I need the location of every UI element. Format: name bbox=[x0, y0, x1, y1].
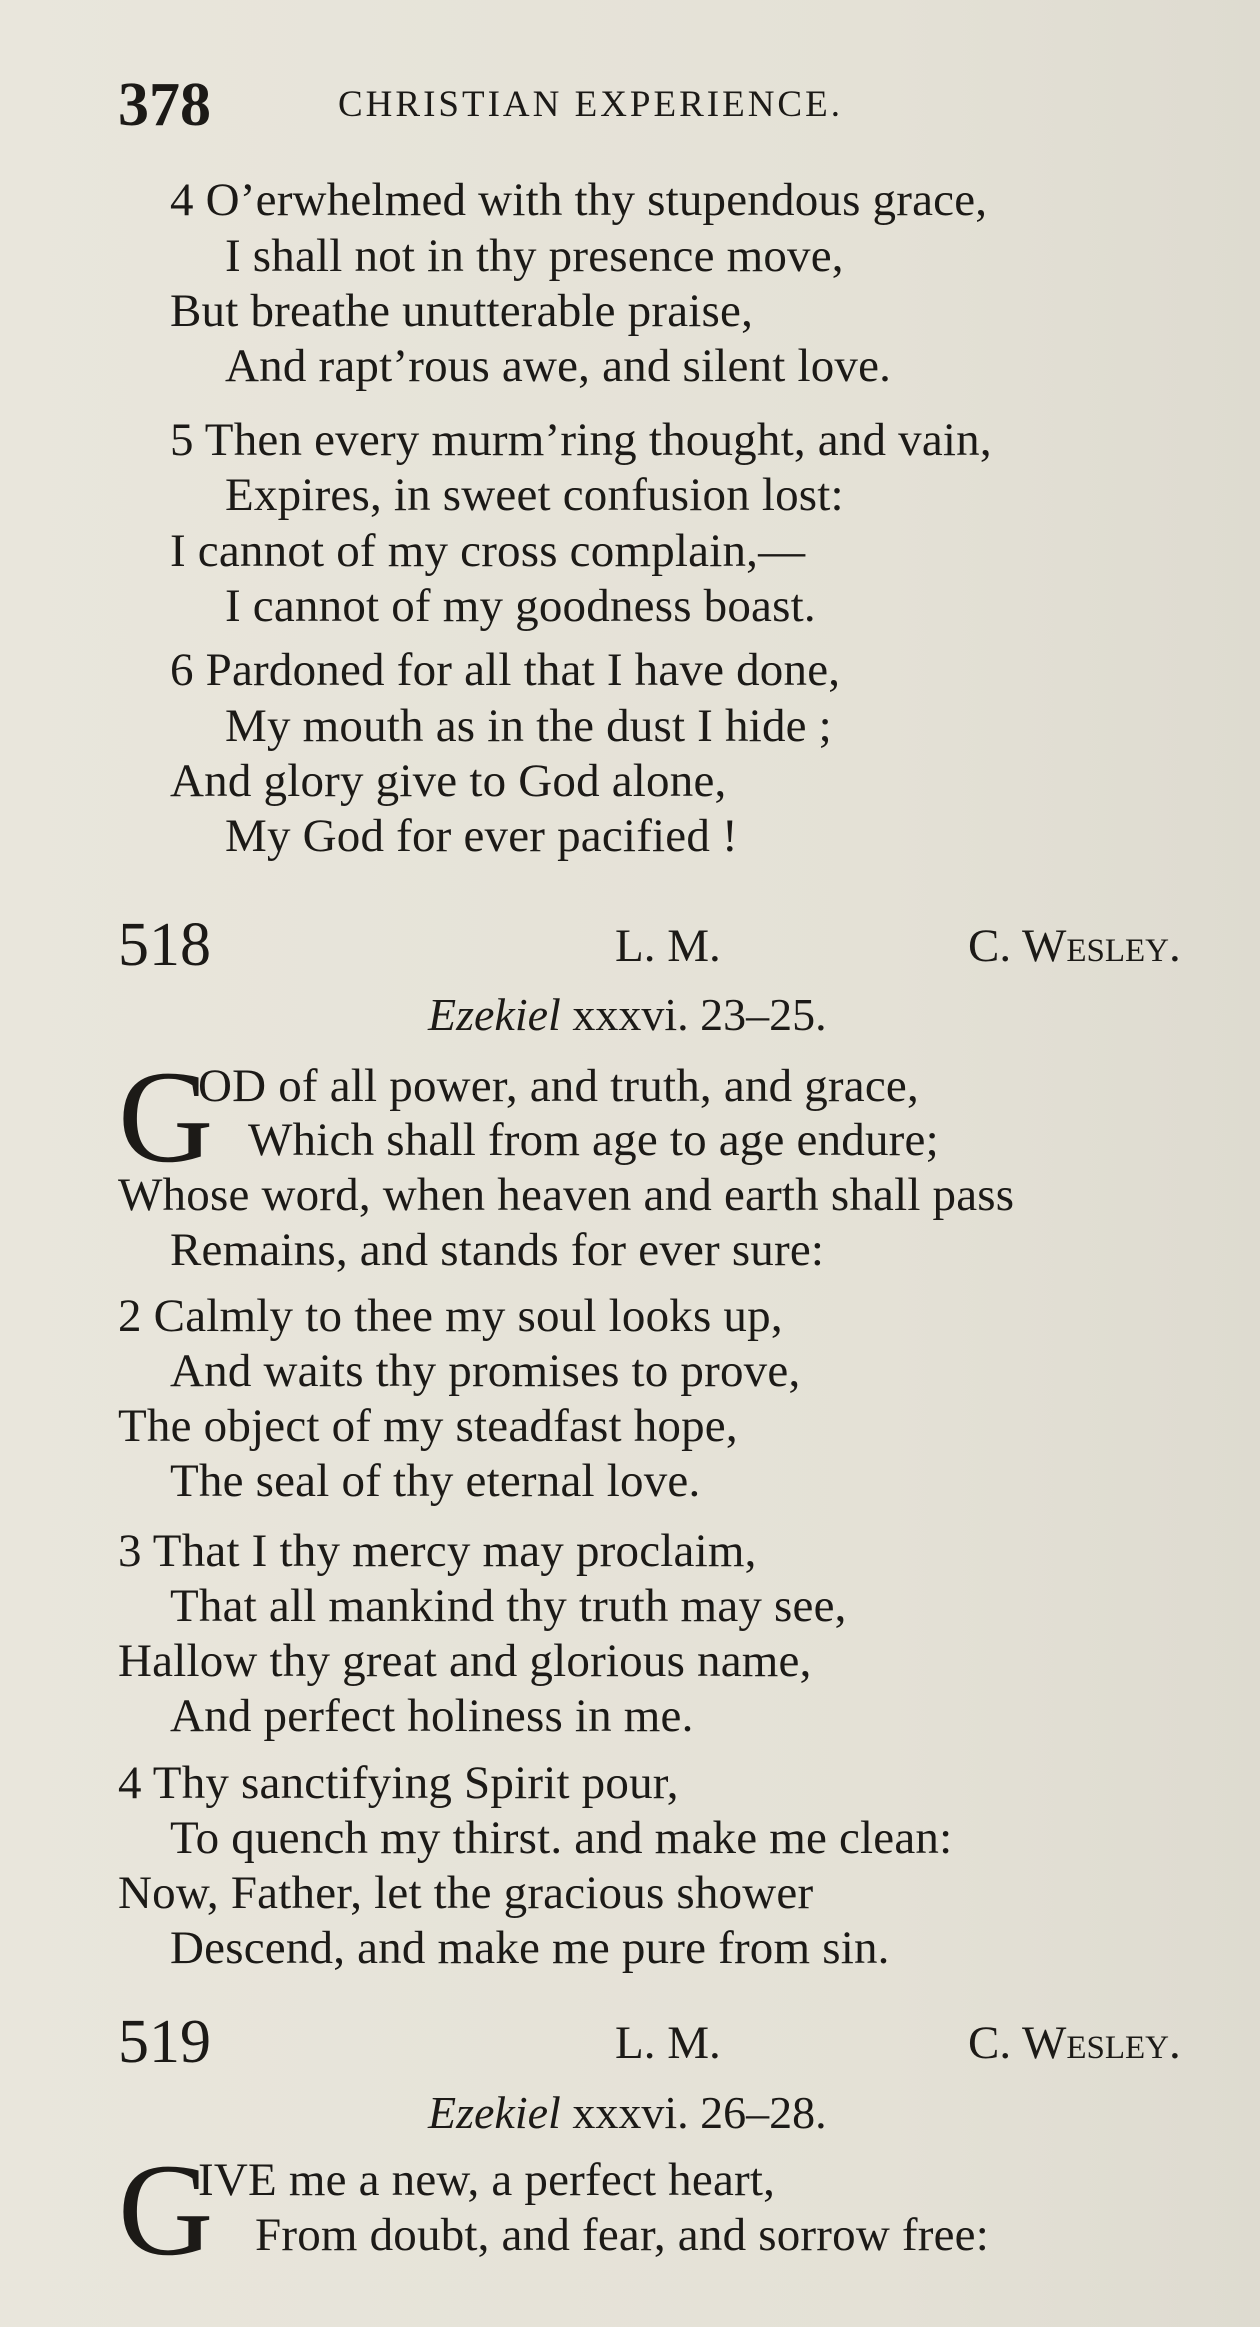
hymn-meter: L. M. bbox=[615, 920, 721, 972]
verse-line: Which shall from age to age endure; bbox=[248, 1114, 939, 1166]
verse-line: And rapt’rous awe, and silent love. bbox=[225, 340, 892, 392]
verse-line: That all mankind thy truth may see, bbox=[170, 1580, 847, 1632]
scripture-chapter-verse: xxxvi. 23–25. bbox=[572, 989, 827, 1040]
hymn-author: C. Wesley. bbox=[968, 2017, 1181, 2069]
verse-line: IVE me a new, a perfect heart, bbox=[198, 2154, 776, 2206]
verse-line: Hallow thy great and glorious name, bbox=[118, 1635, 812, 1687]
page-number: 378 bbox=[118, 71, 211, 139]
verse-line: I cannot of my goodness boast. bbox=[225, 580, 816, 632]
verse-line: And waits thy promises to prove, bbox=[170, 1345, 801, 1397]
scripture-reference bbox=[428, 2085, 827, 2141]
verse-line: OD of all power, and truth, and grace, bbox=[198, 1060, 919, 1112]
verse-line: 4 O’erwhelmed with thy stupendous grace, bbox=[170, 174, 988, 226]
verse-line: My God for ever pacified ! bbox=[225, 810, 738, 862]
hymn-author: C. Wesley. bbox=[968, 920, 1181, 972]
verse-line: Remains, and stands for ever sure: bbox=[170, 1224, 825, 1276]
verse-line: Expires, in sweet confusion lost: bbox=[225, 469, 844, 521]
verse-line: From doubt, and fear, and sorrow free: bbox=[255, 2209, 989, 2261]
scripture-book: Ezekiel bbox=[428, 989, 561, 1040]
verse-line: Whose word, when heaven and earth shall pass bbox=[118, 1169, 1015, 1221]
verse-line: And perfect holiness in me. bbox=[170, 1690, 694, 1742]
running-title: CHRISTIAN EXPERIENCE. bbox=[338, 84, 843, 125]
verse-line: 5 Then every murm’ring thought, and vain, bbox=[170, 414, 992, 466]
scripture-chapter-verse: xxxvi. 26–28. bbox=[572, 2087, 827, 2138]
verse-line: My mouth as in the dust I hide ; bbox=[225, 700, 832, 752]
verse-line: To quench my thirst. and make me clean: bbox=[170, 1812, 953, 1864]
scripture-reference bbox=[428, 987, 827, 1043]
drop-cap: G bbox=[118, 2136, 214, 2283]
hymn-number: 518 bbox=[118, 911, 211, 979]
verse-line: 2 Calmly to thee my soul looks up, bbox=[118, 1290, 783, 1342]
verse-line: 4 Thy sanctifying Spirit pour, bbox=[118, 1757, 679, 1809]
drop-cap: G bbox=[118, 1043, 214, 1190]
hymn-number: 519 bbox=[118, 2008, 211, 2076]
verse-line: And glory give to God alone, bbox=[170, 755, 727, 807]
verse-line: 6 Pardoned for all that I have done, bbox=[170, 644, 841, 696]
hymn-meter: L. M. bbox=[615, 2017, 721, 2069]
verse-line: The object of my steadfast hope, bbox=[118, 1400, 738, 1452]
verse-line: I shall not in thy presence move, bbox=[225, 230, 844, 282]
verse-line: 3 That I thy mercy may proclaim, bbox=[118, 1525, 757, 1577]
verse-line: The seal of thy eternal love. bbox=[170, 1455, 701, 1507]
verse-line: Now, Father, let the gracious shower bbox=[118, 1867, 814, 1919]
verse-line: But breathe unutterable praise, bbox=[170, 285, 754, 337]
verse-line: Descend, and make me pure from sin. bbox=[170, 1922, 890, 1974]
verse-line: I cannot of my cross complain,— bbox=[170, 525, 806, 577]
scripture-book: Ezekiel bbox=[428, 2087, 561, 2138]
